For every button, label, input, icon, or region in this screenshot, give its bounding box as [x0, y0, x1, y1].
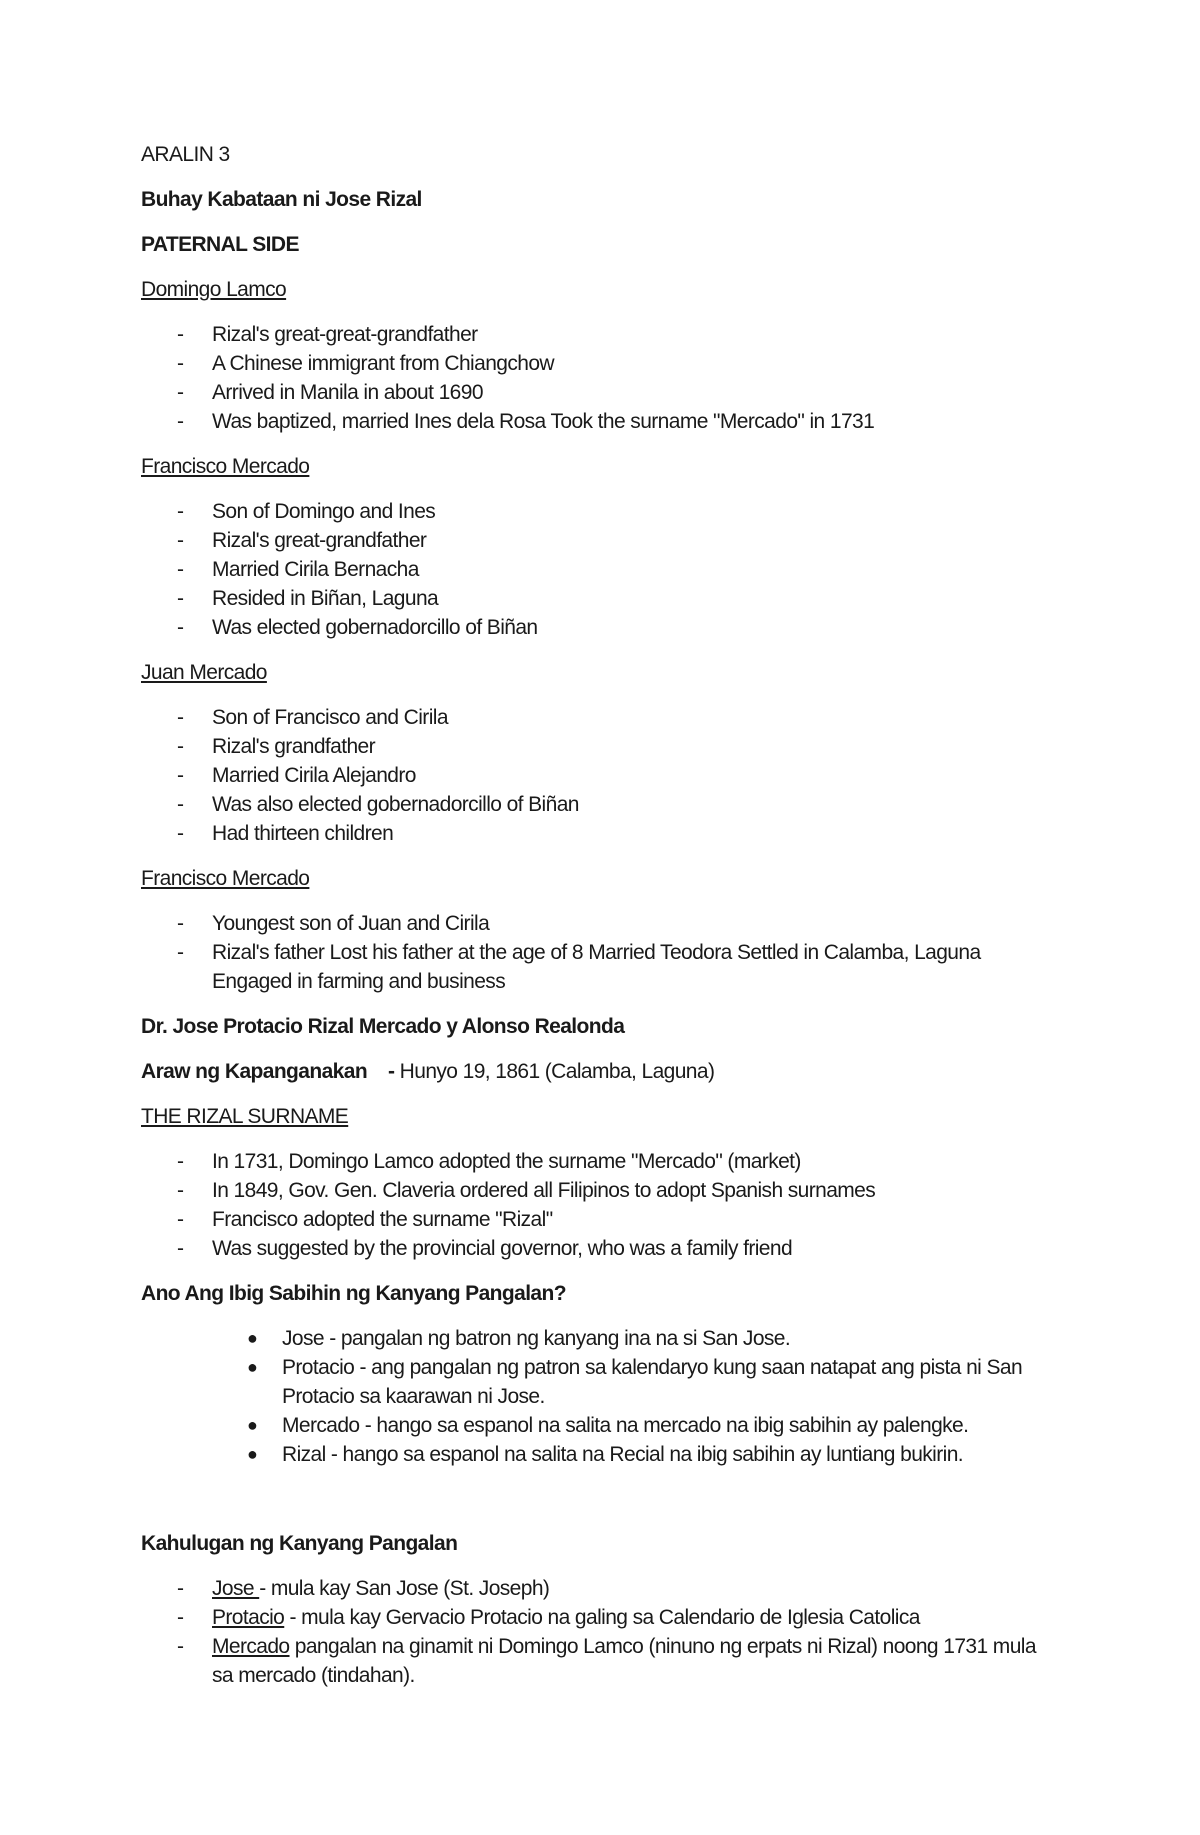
list-item: - Francisco adopted the surname "Rizal" — [141, 1205, 1061, 1234]
list-francisco-father — [141, 909, 1061, 996]
bullet-marker: ● — [247, 1328, 258, 1348]
list-item: - Married Cirila Bernacha — [141, 555, 1061, 584]
list-item: - Rizal's father Lost his father at the age of 8 Married Teodora Settled in Calamba, Laguna Engaged in farming and business — [141, 938, 1061, 996]
dash-marker: - — [177, 764, 184, 787]
list-item: - A Chinese immigrant from Chiangchow — [141, 349, 1061, 378]
birthday-separator: - — [388, 1060, 395, 1083]
section-title-rizal-surname: THE RIZAL SURNAME — [141, 1105, 349, 1128]
dash-marker: - — [177, 1179, 184, 1202]
dash-marker: - — [177, 616, 184, 639]
list-item: ● Jose - pangalan ng batron ng kanyang ina na si San Jose. — [141, 1324, 1061, 1353]
section-title-kahulugan: Kahulugan ng Kanyang Pangalan — [141, 1532, 458, 1555]
list-item: - Protacio - mula kay Gervacio Protacio na galing sa Calendario de Iglesia Catolica — [141, 1603, 1061, 1632]
dash-marker: - — [177, 1606, 184, 1629]
dash-marker: - — [177, 735, 184, 758]
list-item: - Married Cirila Alejandro — [141, 761, 1061, 790]
birthday-value: Hunyo 19, 1861 (Calamba, Laguna) — [399, 1060, 715, 1083]
list-item: - Resided in Biñan, Laguna — [141, 584, 1061, 613]
dash-marker: - — [177, 1208, 184, 1231]
ancestor-name-francisco: Francisco Mercado — [141, 455, 310, 478]
dash-marker: - — [177, 529, 184, 552]
dash-marker: - — [177, 410, 184, 433]
list-name-meaning — [141, 1324, 1061, 1469]
list-item: - Rizal's grandfather — [141, 732, 1061, 761]
list-item: - Was suggested by the provincial governor, who was a family friend — [141, 1234, 1061, 1263]
list-item: - Rizal's great-grandfather — [141, 526, 1061, 555]
dash-marker: - — [177, 822, 184, 845]
list-item: ● Protacio - ang pangalan ng patron sa kalendaryo kung saan natapat ang pista ni San Protacio sa kaarawan ni Jose. — [141, 1353, 1061, 1411]
list-item: - Arrived in Manila in about 1690 — [141, 378, 1061, 407]
list-item: - Was also elected gobernadorcillo of Biñan — [141, 790, 1061, 819]
birthday-line — [141, 1057, 1061, 1086]
document-page — [141, 140, 1061, 1706]
list-rizal-surname — [141, 1147, 1061, 1263]
blank-line — [141, 1485, 1061, 1529]
dash-marker: - — [177, 912, 184, 935]
list-item: - Had thirteen children — [141, 819, 1061, 848]
dash-marker: - — [177, 558, 184, 581]
list-item: - Rizal's great-great-grandfather — [141, 320, 1061, 349]
dash-marker: - — [177, 352, 184, 375]
term: Jose — [212, 1577, 260, 1600]
term: Mercado — [212, 1635, 290, 1658]
list-juan — [141, 703, 1061, 848]
ancestor-name-domingo: Domingo Lamco — [141, 278, 287, 301]
dash-marker: - — [177, 587, 184, 610]
list-francisco — [141, 497, 1061, 642]
dash-marker: - — [177, 1577, 184, 1600]
list-item: - Son of Francisco and Cirila — [141, 703, 1061, 732]
list-item: - Son of Domingo and Ines — [141, 497, 1061, 526]
term: Protacio — [212, 1606, 285, 1629]
birthday-label: Araw ng Kapanganakan — [141, 1060, 368, 1083]
dash-marker: - — [177, 941, 184, 964]
list-item: - Mercado pangalan na ginamit ni Domingo Lamco (ninuno ng erpats ni Rizal) noong 1731 mula sa mercado (tindahan). — [141, 1632, 1061, 1690]
ancestor-name-francisco-father: Francisco Mercado — [141, 867, 310, 890]
dash-marker: - — [177, 1237, 184, 1260]
list-item: - Was elected gobernadorcillo of Biñan — [141, 613, 1061, 642]
dash-marker: - — [177, 1150, 184, 1173]
section-title-name-meaning: Ano Ang Ibig Sabihin ng Kanyang Pangalan? — [141, 1282, 566, 1305]
dash-marker: - — [177, 793, 184, 816]
list-domingo — [141, 320, 1061, 436]
bullet-marker: ● — [247, 1415, 258, 1435]
list-item: - Was baptized, married Ines dela Rosa Took the surname "Mercado" in 1731 — [141, 407, 1061, 436]
list-item: - Youngest son of Juan and Cirila — [141, 909, 1061, 938]
bullet-marker: ● — [247, 1357, 258, 1377]
list-item: - In 1849, Gov. Gen. Claveria ordered all Filipinos to adopt Spanish surnames — [141, 1176, 1061, 1205]
section-title-paternal-side: PATERNAL SIDE — [141, 233, 299, 256]
ancestor-name-juan: Juan Mercado — [141, 661, 267, 684]
dash-marker: - — [177, 706, 184, 729]
dash-marker: - — [177, 1635, 184, 1658]
list-kahulugan — [141, 1574, 1061, 1690]
dash-marker: - — [177, 500, 184, 523]
bullet-marker: ● — [247, 1444, 258, 1464]
list-item: ● Rizal - hango sa espanol na salita na Recial na ibig sabihin ay luntiang bukirin. — [141, 1440, 1061, 1469]
dash-marker: - — [177, 381, 184, 404]
dash-marker: - — [177, 323, 184, 346]
list-item: - Jose - mula kay San Jose (St. Joseph) — [141, 1574, 1061, 1603]
full-name-heading: Dr. Jose Protacio Rizal Mercado y Alonso Realonda — [141, 1015, 625, 1038]
list-item: ● Mercado - hango sa espanol na salita na mercado na ibig sabihin ay palengke. — [141, 1411, 1061, 1440]
list-item: - In 1731, Domingo Lamco adopted the surname "Mercado" (market) — [141, 1147, 1061, 1176]
document-title: Buhay Kabataan ni Jose Rizal — [141, 188, 422, 211]
lesson-heading: ARALIN 3 — [141, 143, 230, 166]
